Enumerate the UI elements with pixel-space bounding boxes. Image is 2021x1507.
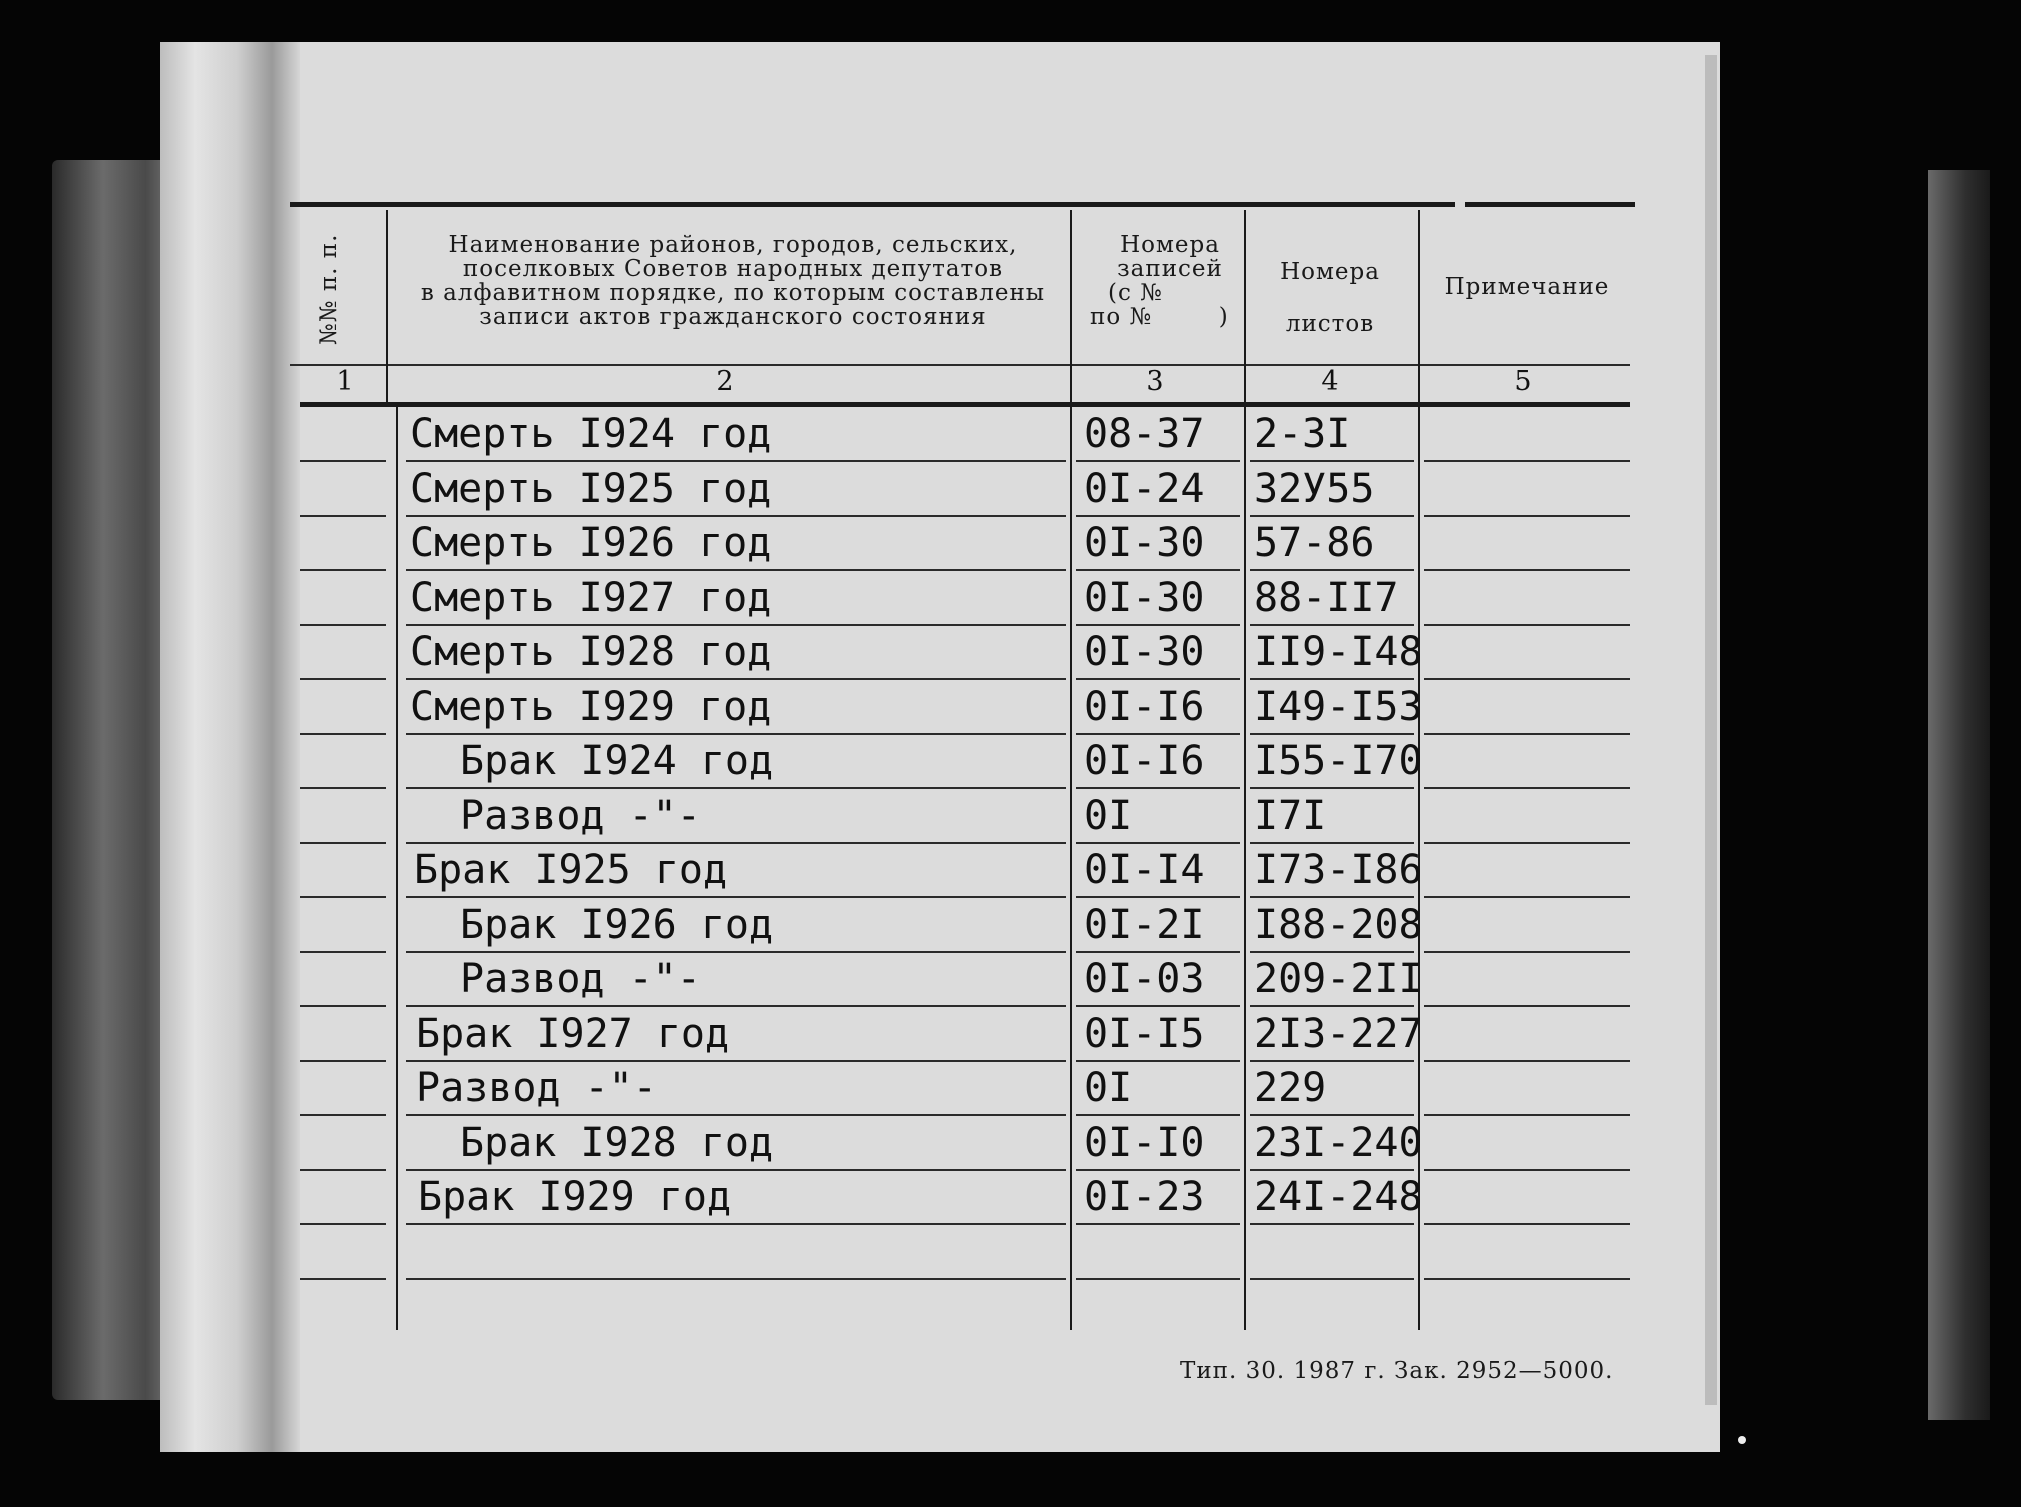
- row-rule: [1424, 460, 1630, 462]
- row-records: 08-37: [1084, 411, 1205, 457]
- row-name: Брак I924 год: [460, 738, 774, 784]
- col3-header-line: Номера: [1120, 232, 1220, 258]
- row-name: Развод -"-: [460, 956, 701, 1002]
- row-rule: [1076, 842, 1240, 844]
- row-rule: [1076, 624, 1240, 626]
- row-records: 0I-I4: [1084, 847, 1205, 893]
- page-curl-shadow: [160, 42, 300, 1452]
- row-rule: [406, 1169, 1066, 1171]
- row-rule: [1250, 1005, 1414, 1007]
- row-rule: [406, 515, 1066, 517]
- row-rule: [406, 1278, 1066, 1280]
- row-records: 0I-I5: [1084, 1010, 1205, 1057]
- row-rule: [1424, 1005, 1630, 1007]
- row-rule: [1424, 951, 1630, 953]
- row-records: 0I-23: [1084, 1174, 1205, 1220]
- speck: [1738, 1436, 1746, 1444]
- row-rule: [300, 1278, 386, 1280]
- row-rule: [300, 1223, 386, 1225]
- row-rule: [300, 569, 386, 571]
- col1-header: №№ п. п.: [316, 233, 342, 345]
- row-rule: [1424, 678, 1630, 680]
- row-rule: [1076, 1114, 1240, 1116]
- row-rule: [1076, 678, 1240, 680]
- row-rule: [406, 624, 1066, 626]
- row-name: Брак I929 год: [418, 1174, 732, 1220]
- row-rule: [300, 1005, 386, 1007]
- row-sheets: 88-II7: [1254, 574, 1399, 621]
- row-name: Брак I927 год: [416, 1010, 730, 1057]
- row-name: Брак I928 год: [460, 1119, 774, 1166]
- row-rule: [300, 842, 386, 844]
- row-rule: [1250, 1060, 1414, 1062]
- col3-header-line: (с №: [1108, 280, 1163, 306]
- row-rule: [300, 515, 386, 517]
- print-footer: Тип. 30. 1987 г. Зак. 2952—5000.: [1180, 1358, 1614, 1384]
- col-number-5: 5: [1514, 366, 1532, 397]
- row-rule: [300, 787, 386, 789]
- row-name: Развод -"-: [416, 1065, 657, 1111]
- row-rule: [406, 1114, 1066, 1116]
- row-rule: [406, 678, 1066, 680]
- col3-header: [1080, 233, 1250, 329]
- col3-header-line: по № ): [1090, 304, 1229, 330]
- row-rule: [1076, 1169, 1240, 1171]
- row-rule: [300, 1060, 386, 1062]
- row-rule: [1424, 733, 1630, 735]
- row-name: Смерть I925 год: [410, 465, 772, 512]
- row-rule: [300, 1169, 386, 1171]
- row-rule: [1250, 896, 1414, 898]
- row-rule: [1250, 515, 1414, 517]
- row-rule: [1424, 1114, 1630, 1116]
- row-records: 0I-I6: [1084, 738, 1205, 784]
- row-sheets: 209-2II: [1254, 956, 1423, 1002]
- row-records: 0I-I6: [1084, 683, 1205, 730]
- row-rule: [1424, 787, 1630, 789]
- col4-header-line: листов: [1285, 311, 1375, 337]
- background-paper-right: [1928, 170, 1990, 1420]
- row-rule: [1076, 1005, 1240, 1007]
- row-records: 0I-30: [1084, 520, 1205, 566]
- row-rule: [300, 951, 386, 953]
- row-rule: [1076, 951, 1240, 953]
- row-rule: [300, 733, 386, 735]
- row-sheets: 229: [1254, 1065, 1327, 1111]
- row-rule: [1424, 842, 1630, 844]
- row-rule: [406, 951, 1066, 953]
- row-rule: [300, 678, 386, 680]
- col2-header-line: Наименование районов, городов, сельских,: [448, 232, 1018, 258]
- row-rule: [300, 624, 386, 626]
- row-rule: [1250, 678, 1414, 680]
- row-records: 0I-I0: [1084, 1119, 1205, 1166]
- row-records: 0I-24: [1084, 465, 1205, 512]
- row-records: 0I: [1084, 792, 1133, 839]
- row-sheets: II9-I48: [1254, 629, 1423, 675]
- row-rule: [1250, 951, 1414, 953]
- row-rule: [406, 1005, 1066, 1007]
- row-rule: [1424, 1223, 1630, 1225]
- row-sheets: 57-86: [1254, 520, 1375, 566]
- row-sheets: I73-I86: [1254, 847, 1423, 893]
- col-divider-3: [1244, 210, 1246, 1330]
- row-rule: [1076, 460, 1240, 462]
- row-name: Смерть I928 год: [410, 629, 772, 675]
- row-rule: [1250, 460, 1414, 462]
- row-rule: [1424, 515, 1630, 517]
- row-rule: [406, 733, 1066, 735]
- col-number-2: 2: [716, 366, 734, 397]
- row-rule: [1250, 624, 1414, 626]
- row-rule: [300, 896, 386, 898]
- col-number-4: 4: [1321, 366, 1339, 397]
- col-number-1: 1: [336, 366, 354, 397]
- row-rule: [1250, 569, 1414, 571]
- row-sheets: I49-I53: [1254, 683, 1423, 730]
- row-sheets: I55-I70: [1254, 738, 1423, 784]
- row-name: Развод -"-: [460, 792, 701, 839]
- row-rule: [406, 569, 1066, 571]
- row-records: 0I: [1084, 1065, 1133, 1111]
- row-rule: [1250, 842, 1414, 844]
- row-sheets: I7I: [1254, 792, 1327, 839]
- row-rule: [1076, 787, 1240, 789]
- row-rule: [1076, 569, 1240, 571]
- row-name: Смерть I927 год: [410, 574, 772, 621]
- col-divider-2: [1070, 210, 1072, 1330]
- row-rule: [1250, 1114, 1414, 1116]
- row-name: Смерть I929 год: [410, 683, 772, 730]
- row-rule: [406, 787, 1066, 789]
- row-rule: [1076, 1060, 1240, 1062]
- row-sheets: 23I-240: [1254, 1119, 1423, 1166]
- row-sheets: 2-3I: [1254, 411, 1351, 457]
- row-rule: [1076, 896, 1240, 898]
- row-sheets: 24I-248: [1254, 1174, 1423, 1220]
- row-rule: [300, 1114, 386, 1116]
- row-sheets: I88-208: [1254, 901, 1423, 948]
- row-rule: [406, 842, 1066, 844]
- row-records: 0I-2I: [1084, 901, 1205, 948]
- row-rule: [406, 896, 1066, 898]
- row-rule: [1250, 1223, 1414, 1225]
- col-divider-1: [396, 405, 398, 1330]
- row-rule: [1250, 1278, 1414, 1280]
- header-bottom-rule: [290, 364, 1630, 366]
- page-right-edge: [1705, 55, 1717, 1405]
- col2-header-line: поселковых Советов народных депутатов: [462, 256, 1004, 282]
- row-records: 0I-30: [1084, 629, 1205, 675]
- row-rule: [406, 1060, 1066, 1062]
- row-rule: [1424, 1278, 1630, 1280]
- row-rule: [406, 460, 1066, 462]
- row-rule: [1250, 733, 1414, 735]
- row-rule: [1076, 1278, 1240, 1280]
- col-number-3: 3: [1146, 366, 1164, 397]
- row-records: 0I-03: [1084, 956, 1205, 1002]
- col5-header: Примечание: [1444, 274, 1610, 300]
- row-rule: [1424, 569, 1630, 571]
- column-number-rule: [300, 402, 1630, 407]
- top-rule-right: [1465, 202, 1635, 207]
- row-rule: [1424, 1169, 1630, 1171]
- row-rule: [1424, 624, 1630, 626]
- row-sheets: 32У55: [1254, 465, 1375, 512]
- row-name: Смерть I926 год: [410, 520, 772, 566]
- top-rule: [290, 202, 1455, 207]
- col4-header-line: Номера: [1280, 259, 1380, 285]
- col4-header: [1250, 246, 1410, 350]
- row-rule: [1424, 1060, 1630, 1062]
- row-rule: [1076, 733, 1240, 735]
- row-records: 0I-30: [1084, 574, 1205, 621]
- row-rule: [1076, 515, 1240, 517]
- row-sheets: 2I3-227: [1254, 1010, 1423, 1057]
- col2-header: [398, 233, 1068, 329]
- row-rule: [300, 460, 386, 462]
- row-rule: [1250, 1169, 1414, 1171]
- col3-header-line: записей: [1117, 256, 1223, 282]
- col-divider-1-header: [386, 210, 388, 405]
- row-name: Смерть I924 год: [410, 411, 772, 457]
- row-rule: [1424, 896, 1630, 898]
- row-name: Брак I926 год: [460, 901, 774, 948]
- row-rule: [1076, 1223, 1240, 1225]
- row-rule: [406, 1223, 1066, 1225]
- col2-header-line: записи актов гражданского состояния: [479, 304, 987, 330]
- col2-header-line: в алфавитном порядке, по которым составлены: [420, 280, 1046, 306]
- row-name: Брак I925 год: [414, 847, 728, 893]
- row-rule: [1250, 787, 1414, 789]
